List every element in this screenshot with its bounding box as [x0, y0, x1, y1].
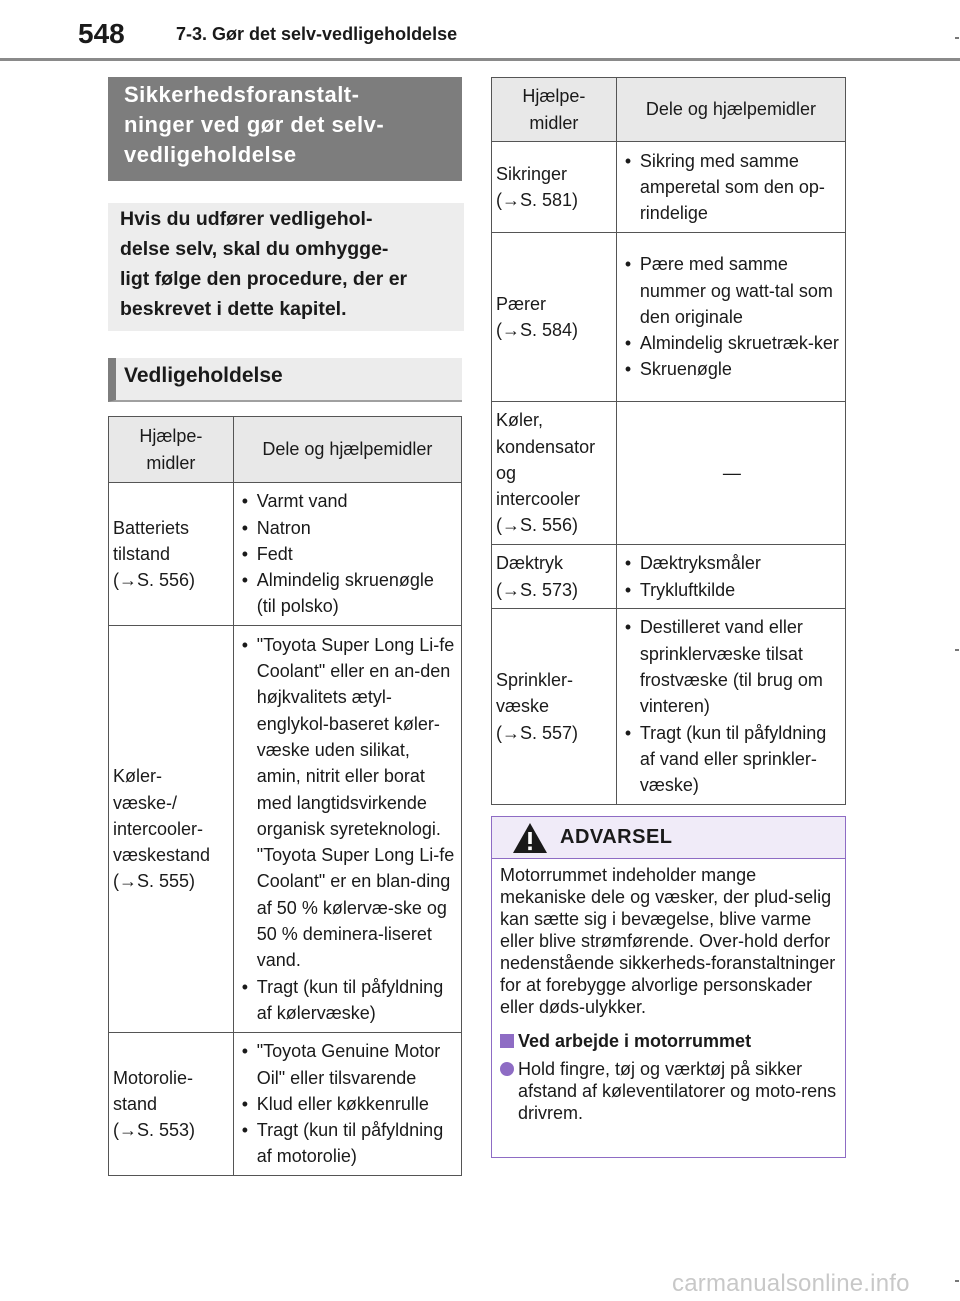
- warning-item-text: Hold fingre, tøj og værktøj på sikker afstand af køleventilatorer og moto-rens drivrem.: [518, 1059, 837, 1123]
- item-line: Sikringer: [496, 163, 568, 184]
- list-item: • Dæktryksmåler: [623, 550, 841, 576]
- parts-cell: [233, 1033, 461, 1176]
- list-item: • Tragt (kun til påfyldning af vand eller sprinkler-væske): [623, 720, 841, 799]
- item-line: Batteriets: [113, 517, 190, 538]
- item-cell: [492, 545, 617, 609]
- item-line: og: [496, 462, 517, 483]
- item-cell: [109, 1033, 234, 1176]
- intro-line: beskrevet i dette kapitel.: [120, 298, 347, 320]
- header-divider: [0, 58, 960, 61]
- item-line: tilstand: [113, 543, 171, 564]
- header-cell-parts: Dele og hjælpemidler: [233, 417, 461, 483]
- chapter-title: 7-3. Gør det selv-vedligeholdelse: [176, 24, 458, 44]
- list-item: • "Toyota Super Long Li-fe Coolant" eller en an-den højkvalitets ætyl-englykol-baseret køler-væske uden silikat, amin, nitrit eller borat med langtidsvirkende organisk syreteknologi. "Toyota Super Long Li-fe Coolant" er en blan-ding af 50 % kølervæ-ske og 50 % deminera-liseret vand.: [240, 632, 457, 974]
- warning-header: [492, 817, 845, 859]
- item-line: Motorolie-: [113, 1067, 194, 1088]
- section-title: [108, 77, 462, 181]
- section-title-line: vedligeholdelse: [124, 142, 297, 167]
- table-row: [492, 545, 846, 609]
- crop-mark: [955, 649, 959, 651]
- list-item: • Trykluftkilde: [623, 577, 841, 603]
- parts-cell-empty: —: [616, 402, 845, 545]
- item-ref: (→S. 584): [496, 320, 579, 340]
- parts-cell: [233, 626, 461, 1033]
- item-ref: (→S. 556): [113, 570, 196, 591]
- parts-cell: [616, 233, 845, 402]
- table-header-row: [109, 417, 462, 483]
- crop-mark: [955, 37, 959, 39]
- watermark: carmanualsonline.info: [672, 1270, 910, 1297]
- intro-line: ligt følge den procedure, der er: [120, 268, 408, 290]
- warning-body: [492, 859, 845, 1129]
- parts-cell: [616, 142, 845, 233]
- list-item: • Klud eller køkkenrulle: [240, 1091, 457, 1117]
- warning-subheading-text: Ved arbejde i motorrummet: [518, 1031, 752, 1051]
- header-cell-aids: [109, 417, 234, 483]
- item-cell: [109, 626, 234, 1033]
- item-ref: (→S. 553): [113, 1120, 196, 1141]
- item-line: Sprinkler-: [496, 670, 574, 691]
- item-cell: [109, 483, 234, 626]
- section-title-line: ninger ved gør det selv-: [124, 112, 385, 137]
- warning-subheading: [500, 1030, 837, 1052]
- section-title-line: Sikkerhedsforanstalt-: [124, 82, 360, 107]
- list-item: • "Toyota Genuine Motor Oil" eller tilsvarende: [240, 1038, 457, 1091]
- table-row: [109, 626, 462, 1033]
- item-line: intercooler: [496, 489, 581, 510]
- warning-item: [500, 1058, 837, 1124]
- item-line: Køler,: [496, 410, 544, 431]
- list-item: • Varmt vand: [240, 488, 457, 514]
- item-cell: [492, 402, 617, 545]
- intro-panel: [108, 203, 464, 331]
- item-ref: (→S. 573): [496, 579, 579, 600]
- item-cell: [492, 142, 617, 233]
- item-line: væske-/: [113, 792, 178, 813]
- warning-text: Motorrummet indeholder mange mekaniske dele og væsker, der plud-selig kan sætte sig i bevægelse, blive varme eller blive strømførende. Over-hold derfor nedenstående sikkerheds-foranstaltninger for at forebygge alvorlige personskader eller døds-ulykker.: [500, 865, 836, 1017]
- list-item: • Natron: [240, 515, 457, 541]
- item-line: kondensator: [496, 436, 596, 457]
- table-row: [492, 142, 846, 233]
- table-row: [492, 233, 846, 402]
- item-ref: (→S. 556): [496, 515, 579, 536]
- page-number: 548: [78, 18, 125, 49]
- table-row: [109, 483, 462, 626]
- intro-line: Hvis du udfører vedligehol-: [120, 208, 373, 230]
- intro-line: delse selv, skal du omhygge-: [120, 238, 389, 260]
- maintenance-table-left: [108, 416, 462, 1176]
- list-item: • Almindelig skruenøgle (til polsko): [240, 567, 457, 620]
- item-ref: (→S. 555): [113, 871, 196, 892]
- table-row: [109, 1033, 462, 1176]
- table-row: [492, 609, 846, 805]
- item-line: Dæktryk: [496, 553, 563, 574]
- list-item: • Skruenøgle: [623, 356, 841, 382]
- warning-triangle-icon: [512, 822, 548, 854]
- parts-cell: [233, 483, 461, 626]
- item-line: Pærer: [496, 293, 547, 314]
- item-cell: [492, 609, 617, 805]
- header-line: Hjælpe-: [522, 86, 586, 107]
- header-line: midler: [146, 452, 196, 473]
- parts-cell: [616, 545, 845, 609]
- item-line: væskestand: [113, 845, 211, 866]
- item-line: intercooler-: [113, 818, 204, 839]
- warning-box: [491, 816, 846, 1158]
- maintenance-table-right: [491, 77, 846, 805]
- list-item: • Pære med samme nummer og watt-tal som den originale: [623, 251, 841, 330]
- item-line: stand: [113, 1093, 158, 1114]
- item-line: Køler-: [113, 766, 162, 787]
- list-item: • Sikring med samme amperetal som den op-rindelige: [623, 148, 841, 227]
- list-item: • Fedt: [240, 541, 457, 567]
- header-cell-aids: [492, 78, 617, 142]
- warning-title: ADVARSEL: [560, 826, 673, 848]
- item-ref: (→S. 557): [496, 722, 579, 743]
- item-cell: [492, 233, 617, 402]
- parts-cell: [616, 609, 845, 805]
- list-item: • Tragt (kun til påfyldning af kølervæske): [240, 974, 457, 1027]
- list-item: • Tragt (kun til påfyldning af motorolie): [240, 1117, 457, 1170]
- subheading: Vedligeholdelse: [108, 358, 462, 402]
- list-item: • Almindelig skruetræk-ker: [623, 330, 841, 356]
- page-header: [0, 0, 960, 62]
- table-row: [492, 402, 846, 545]
- item-line: væske: [496, 696, 550, 717]
- item-ref: (→S. 581): [496, 190, 579, 210]
- header-line: midler: [529, 112, 579, 133]
- crop-mark: [955, 1280, 959, 1282]
- header-cell-parts: Dele og hjælpemidler: [616, 78, 845, 142]
- header-line: Hjælpe-: [139, 426, 203, 447]
- circle-bullet-icon: [500, 1062, 514, 1076]
- table-header-row: [492, 78, 846, 142]
- square-bullet-icon: [500, 1034, 514, 1048]
- list-item: • Destilleret vand eller sprinklervæske tilsat frostvæske (til brug om vinteren): [623, 614, 841, 719]
